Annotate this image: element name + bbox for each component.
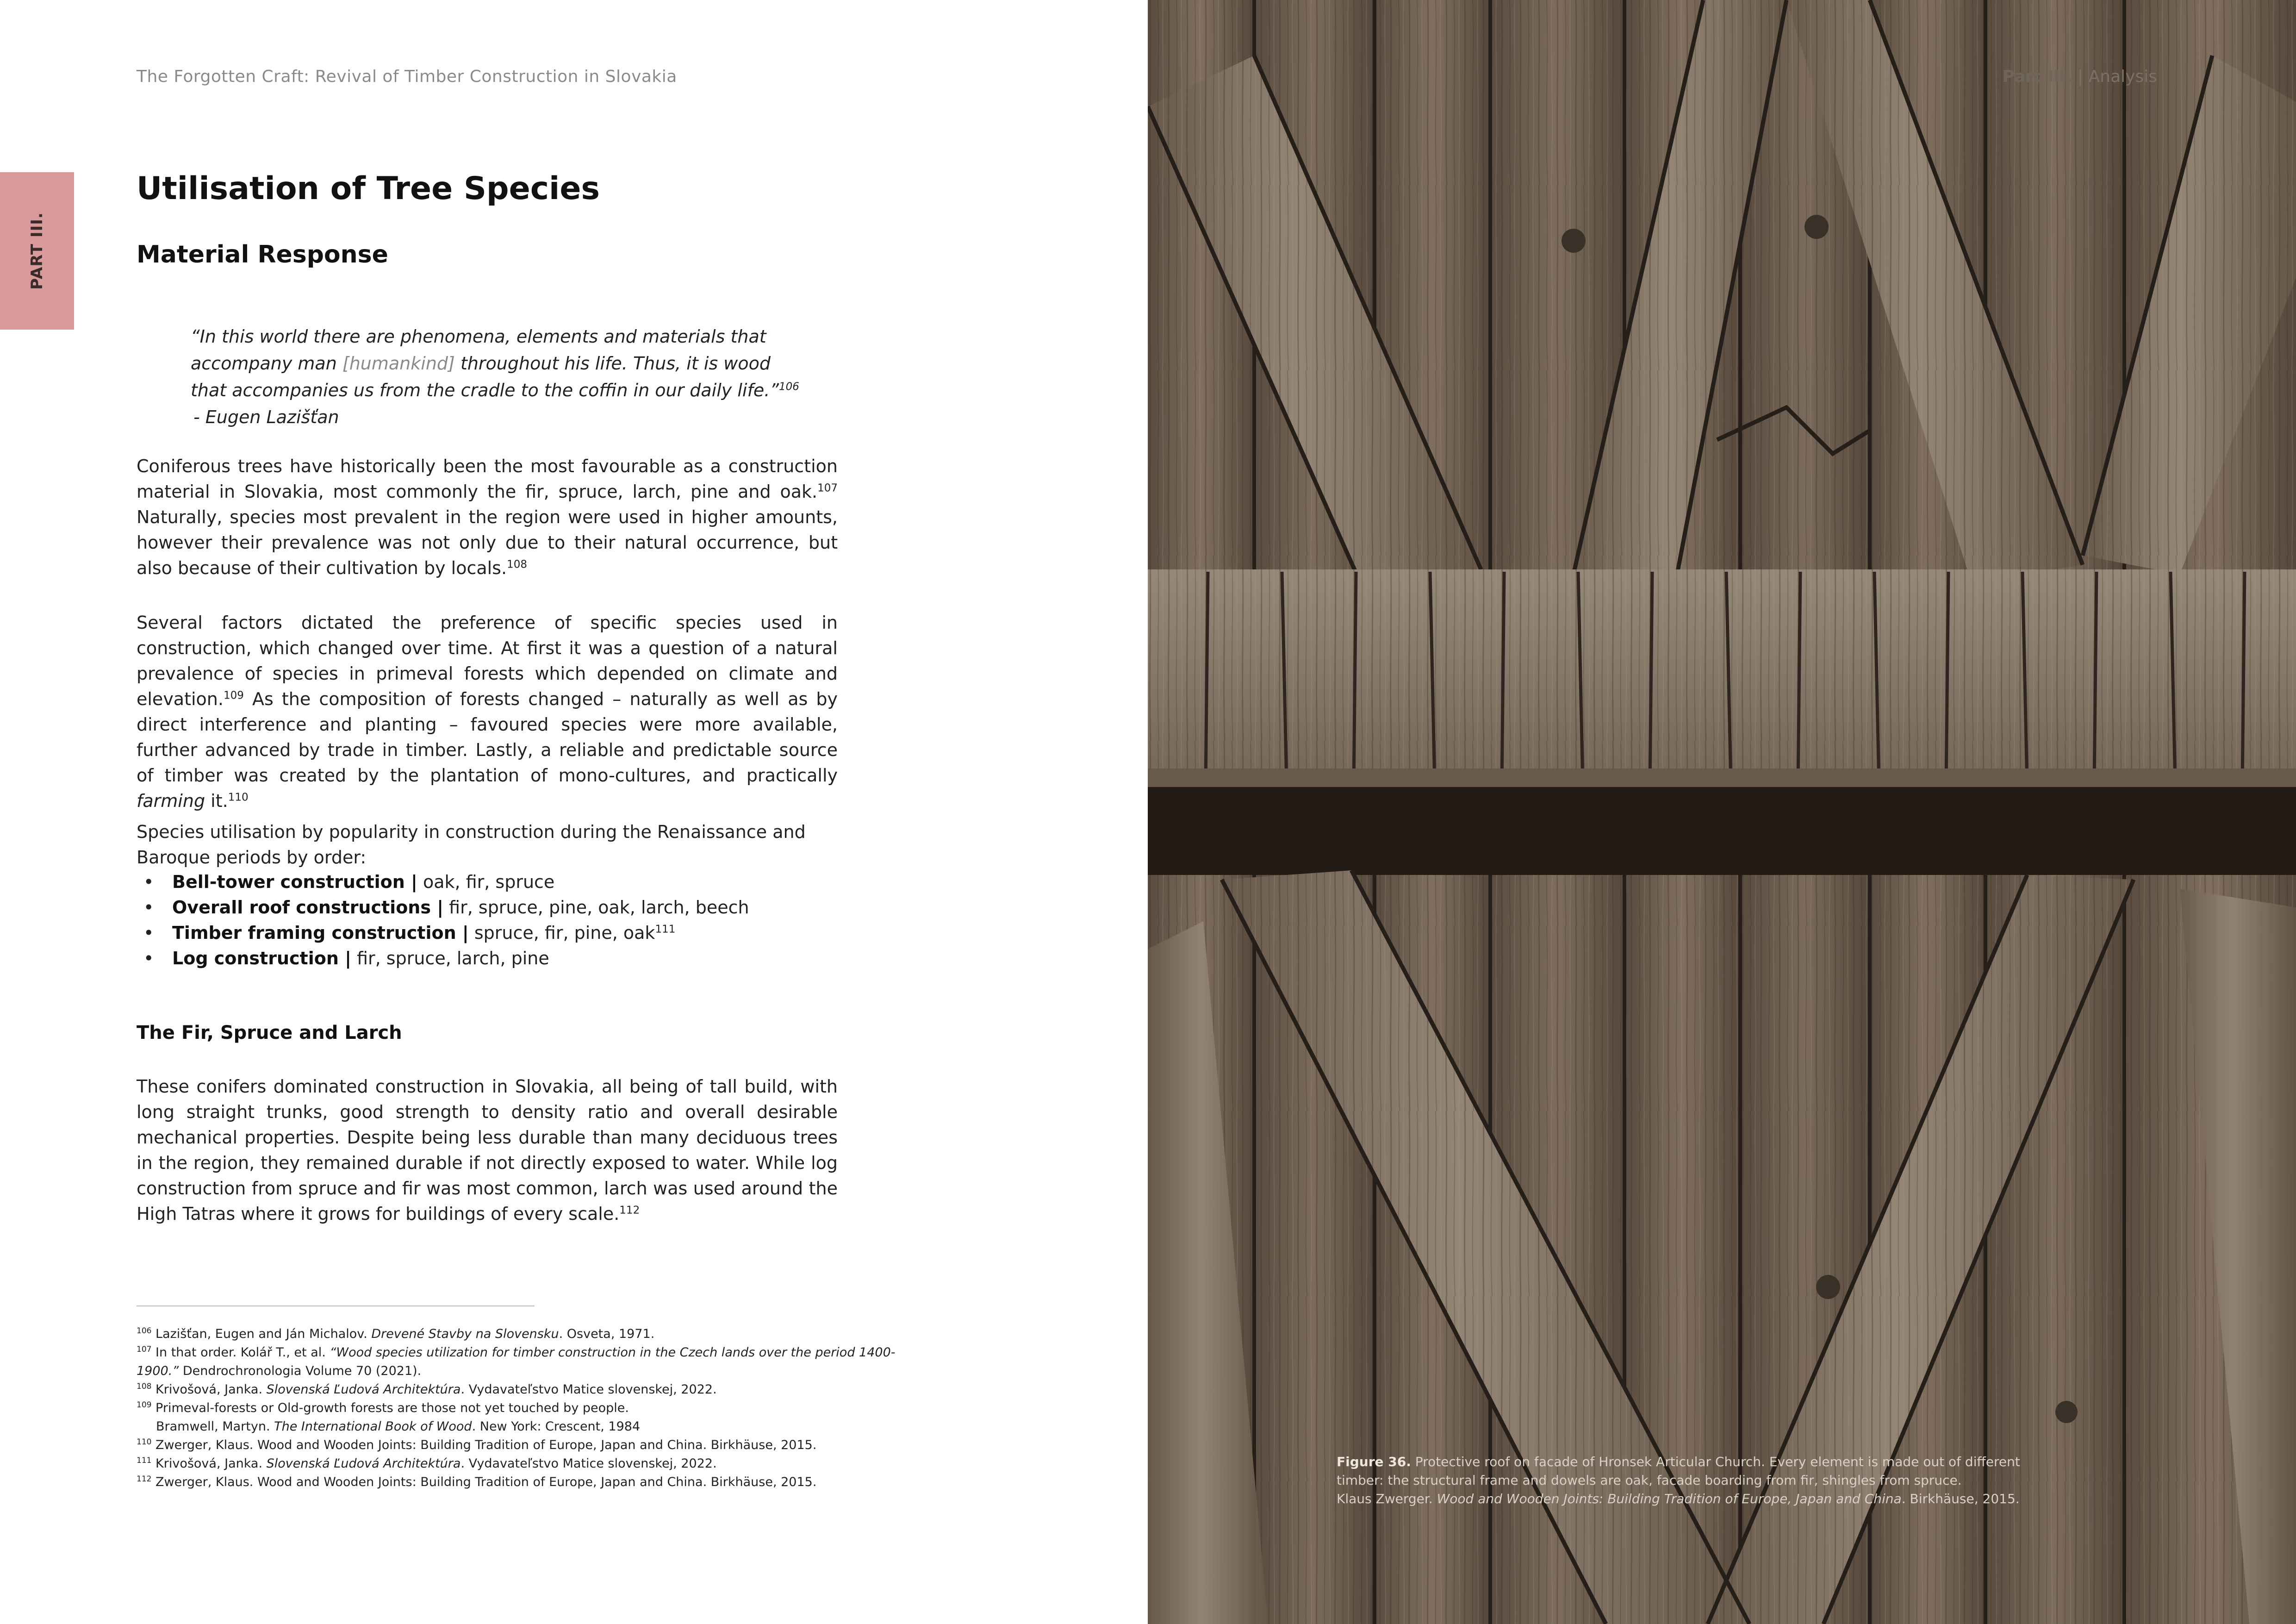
footnotes (137, 1325, 896, 1492)
footnote (137, 1380, 877, 1399)
footnote-ref-107: 107 (817, 482, 838, 494)
footnote (137, 1455, 877, 1473)
footnote (137, 1399, 877, 1418)
section-separator: | (2072, 67, 2089, 86)
list-item (139, 869, 842, 895)
footnote-text: Primeval-forests or Old-growth forests are those not yet touched by people. (151, 1401, 629, 1415)
page-subtitle: Material Response (137, 241, 388, 269)
footnote-italic: Slovenská Ľudová Architektúra (266, 1456, 461, 1471)
paragraph-2-text-a: Several factors dictated the preference of specific species used in construction, which changed over time. At first it was a question of a natural prevalence of species in primeval forests which depended on climate and elevation. (137, 612, 838, 709)
footnote-number: 111 (137, 1456, 152, 1465)
quote-text-2: throughout his life. Thus, it is wood that accompanies us from the cradle to the coffin in our daily life.” (191, 353, 779, 400)
footnote-text: In that order. Kolář T., et al. (151, 1345, 330, 1360)
footnote-text: Lazišťan, Eugen and Ján Michalov. (151, 1327, 372, 1341)
sepia-tint (1148, 0, 2296, 1624)
quote-author: - Eugen Lazišťan (193, 407, 339, 427)
footnote (137, 1436, 877, 1455)
footnote-continuation (137, 1418, 877, 1436)
footnote-text: . New York: Crescent, 1984 (472, 1419, 641, 1434)
section-name: Analysis (2088, 67, 2157, 86)
footnote-number: 109 (137, 1400, 152, 1410)
paragraph-2-text-b: As the composition of forests changed – naturally as well as by direct interference and planting – favoured species were more available, further advanced by trade in timber. Lastly, a reliable and predictable source of timber was created by the plantation of mono-cultures, and practically (137, 689, 838, 786)
footnote-number: 106 (137, 1326, 152, 1336)
page-title: Utilisation of Tree Species (137, 170, 600, 207)
footnote-italic: “Wood species utilization for timber construction in the Czech lands over the period 1400- (330, 1345, 896, 1360)
footnote (137, 1325, 877, 1343)
footnote-text: Zwerger, Klaus. Wood and Wooden Joints: Building Tradition of Europe, Japan and China. Birkhäuse, 2015. (151, 1475, 817, 1489)
footnote-ref-111: 111 (655, 923, 676, 936)
footnote-ref-112: 112 (619, 1204, 640, 1217)
footnote-ref-108: 108 (507, 558, 527, 571)
paragraph-4 (137, 1074, 838, 1227)
list-item (139, 946, 842, 971)
footnote-divider (137, 1305, 535, 1306)
footnote-text: Zwerger, Klaus. Wood and Wooden Joints: Building Tradition of Europe, Japan and China. Birkhäuse, 2015. (151, 1438, 817, 1452)
paragraph-2 (137, 610, 838, 814)
section-label (2003, 67, 2157, 86)
footnote-text: . Vydavateľstvo Matice slovenskej, 2022. (460, 1456, 717, 1471)
caption-line-1: Protective roof on facade of Hronsek Articular Church. Every element is made out of different (1411, 1454, 2020, 1469)
footnote-ref-109: 109 (223, 689, 244, 702)
list-item-label: Timber framing construction | (172, 923, 469, 943)
footnote-number: 107 (137, 1345, 152, 1354)
list-item (139, 920, 842, 946)
footnote-text: Krivošová, Janka. (151, 1382, 267, 1397)
footnote (137, 1343, 896, 1362)
paragraph-1-text-a: Coniferous trees have historically been the most favourable as a construction material in Slovakia, most commonly the fir, spruce, larch, pine and oak. (137, 456, 838, 502)
running-title: The Forgotten Craft: Revival of Timber Construction in Slovakia (137, 67, 677, 86)
list-item-species: fir, spruce, pine, oak, larch, beech (443, 897, 749, 918)
section-part: Part III. (2002, 67, 2072, 86)
list-item-species: fir, spruce, larch, pine (351, 948, 549, 968)
footnote-text: . Osveta, 1971. (559, 1327, 655, 1341)
paragraph-2-text-c: it. (205, 791, 228, 811)
timber-frame-photo (1148, 0, 2296, 1624)
footnote-italic: Slovenská Ľudová Architektúra (266, 1382, 461, 1397)
footnote-text: . Vydavateľstvo Matice slovenskej, 2022. (460, 1382, 717, 1397)
figure-caption (1337, 1453, 2031, 1508)
part-tab-label: PART III. (28, 212, 46, 290)
footnote-text: Krivošová, Janka. (151, 1456, 267, 1471)
part-tab (0, 172, 74, 330)
paragraph-4-text: These conifers dominated construction in Slovakia, all being of tall build, with long straight trunks, good strength to density ratio and overall desirable mechanical properties. Despite being less durable than many deciduous trees in the region, they remained durable if not directly exposed to water. While log construction from spruce and fir was most common, larch was used around the High Tatras where it grows for buildings of every scale. (137, 1076, 838, 1224)
list-item-label: Log construction | (172, 948, 351, 968)
footnote-italic: 1900.” (137, 1364, 179, 1378)
footnote-number: 112 (137, 1474, 152, 1484)
list-item (139, 895, 842, 920)
footnote-continuation (137, 1362, 877, 1380)
epigraph-quote (191, 323, 811, 431)
list-item-species: oak, fir, spruce (417, 872, 555, 892)
paragraph-2-emphasis: farming (137, 791, 205, 811)
species-list (139, 869, 842, 971)
list-item-label: Bell-tower construction | (172, 872, 417, 892)
list-item-label: Overall roof constructions | (172, 897, 444, 918)
footnote-ref-110: 110 (228, 791, 249, 804)
caption-line-2: timber: the structural frame and dowels are oak, facade boarding from fir, shingles from spruce. (1337, 1473, 1962, 1488)
caption-credit-end: . Birkhäuse, 2015. (1901, 1491, 2020, 1506)
paragraph-3: Species utilisation by popularity in construction during the Renaissance and Baroque periods by order: (137, 822, 806, 868)
footnote-text: Bramwell, Martyn. (156, 1419, 274, 1434)
section-heading: The Fir, Spruce and Larch (137, 1022, 402, 1043)
caption-credit: Klaus Zwerger. (1337, 1491, 1437, 1506)
quote-footnote-ref: 106 (779, 381, 799, 393)
footnote-italic: Drevené Stavby na Slovensku (371, 1327, 559, 1341)
footnote-number: 110 (137, 1437, 152, 1447)
footnote (137, 1473, 877, 1492)
quote-bracket: [humankind] (342, 353, 455, 374)
footnote-text: Dendrochronologia Volume 70 (2021). (179, 1364, 422, 1378)
list-item-species: spruce, fir, pine, oak (468, 923, 655, 943)
caption-credit-title: Wood and Wooden Joints: Building Tradition of Europe, Japan and China (1437, 1491, 1902, 1506)
paragraph-1-text-b: Naturally, species most prevalent in the region were used in higher amounts, however their prevalence was not only due to their natural occurrence, but also because of their cultivation by locals. (137, 507, 838, 578)
figure-label: Figure 36. (1337, 1454, 1411, 1469)
footnote-italic: The International Book of Wood (274, 1419, 472, 1434)
quote-text-1: “In this world there are phenomena, elements and materials that accompany man (191, 326, 766, 374)
footnote-number: 108 (137, 1382, 152, 1391)
paragraph-1 (137, 454, 838, 581)
right-page-photo (1148, 0, 2296, 1624)
